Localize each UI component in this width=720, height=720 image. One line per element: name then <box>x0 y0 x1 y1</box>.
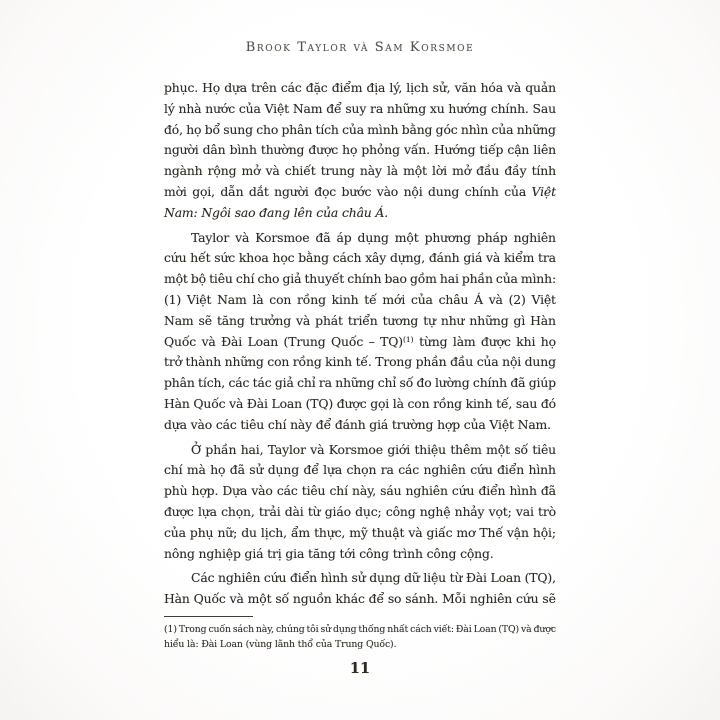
text-line: (1) Việt Nam là con rồng kinh tế mới của châu Á và (2) Việt <box>164 291 556 307</box>
text-line: Hàn Quốc và Đài Loan (TQ) được gọi là con rồng kinh tế, sau đó <box>164 395 556 411</box>
text-line: phân tích, các tác giả chỉ ra những chỉ số đo lường chính đã giúp <box>164 375 556 391</box>
paragraph <box>164 78 556 224</box>
paragraph <box>164 568 556 610</box>
paragraph <box>164 228 556 436</box>
text-line: (1) Trong cuốn sách này, chúng tôi sử dụng thống nhất cách viết: Đài Loan (TQ) và được <box>164 623 556 635</box>
text-line: Taylor và Korsmoe đã áp dụng một phương pháp nghiên <box>191 229 556 245</box>
text-line: hiểu là: Đài Loan (vùng lãnh thổ của Trung Quốc). <box>164 638 397 650</box>
text-line: Quốc và Đài Loan (Trung Quốc – TQ)$^{(1)}$ từng làm được khi họ <box>164 333 556 349</box>
text-line: người dân bình thường được họ phỏng vấn. Hướng tiếp cận liên <box>164 142 556 158</box>
text-line: ngành rộng mở và chiết trung này là một lời mở đầu đầy tính <box>164 163 556 179</box>
text-line: phù hợp. Dựa vào các tiêu chí này, sáu nghiên cứu điển hình đã <box>164 483 556 499</box>
text-line: cứu hết sức khoa học bằng cách xây dựng, đánh giá và kiểm tra <box>164 250 556 266</box>
text-line: một bộ tiêu chí cho giả thuyết chính bao gồm hai phần của mình: <box>164 271 556 287</box>
paragraph <box>164 440 556 565</box>
text-line: Hàn Quốc và một số nguồn khác để so sánh. Mỗi nghiên cứu sẽ <box>164 591 556 607</box>
text-line: phục. Họ dựa trên các đặc điểm địa lý, lịch sử, văn hóa và quản <box>164 80 556 95</box>
footnote-divider <box>164 616 253 617</box>
running-header: Brook Taylor và Sam Korsmoe <box>245 40 475 55</box>
text-line: Ở phần hai, Taylor và Korsmoe giới thiệu thêm một số tiêu <box>191 441 556 457</box>
text-line: dựa vào các tiêu chí này để đánh giá trường hợp của Việt Nam. <box>164 416 551 432</box>
text-line: được lựa chọn, trải dài từ giáo dục; công nghệ nhảy vọt; vai trò <box>164 503 556 519</box>
text-line: Các nghiên cứu điển hình sử dụng dữ liệu từ Đài Loan (TQ), <box>191 570 556 586</box>
text-line: Nam: Ngôi sao đang lên của châu Á. <box>164 204 389 220</box>
text-line: trở thành những con rồng kinh tế. Trong phần đầu của nội dung <box>164 354 556 370</box>
text-line: Nam sẽ tăng trưởng và phát triển tương tự như những gì Hàn <box>164 312 556 328</box>
footnote <box>164 623 556 653</box>
text-line: đó, họ bổ sung cho phân tích của mình bằng góc nhìn của những <box>164 121 556 137</box>
page-number: 11 <box>349 660 371 677</box>
text-line: chí mà họ đã sử dụng để lựa chọn ra các nghiên cứu điển hình <box>164 462 556 478</box>
text-line: lý nhà nước của Việt Nam để suy ra những xu hướng chính. Sau <box>164 100 556 116</box>
page-body <box>164 78 556 610</box>
text-line: nông nghiệp giá trị gia tăng tới công trình công cộng. <box>164 545 494 561</box>
page-column <box>164 78 556 653</box>
text-line: mời gọi, dẫn dắt người đọc bước vào nội dung chính của Việt <box>164 183 556 199</box>
text-line: của phụ nữ; du lịch, ẩm thực, mỹ thuật và giấc mơ Thế vận hội; <box>164 524 556 540</box>
